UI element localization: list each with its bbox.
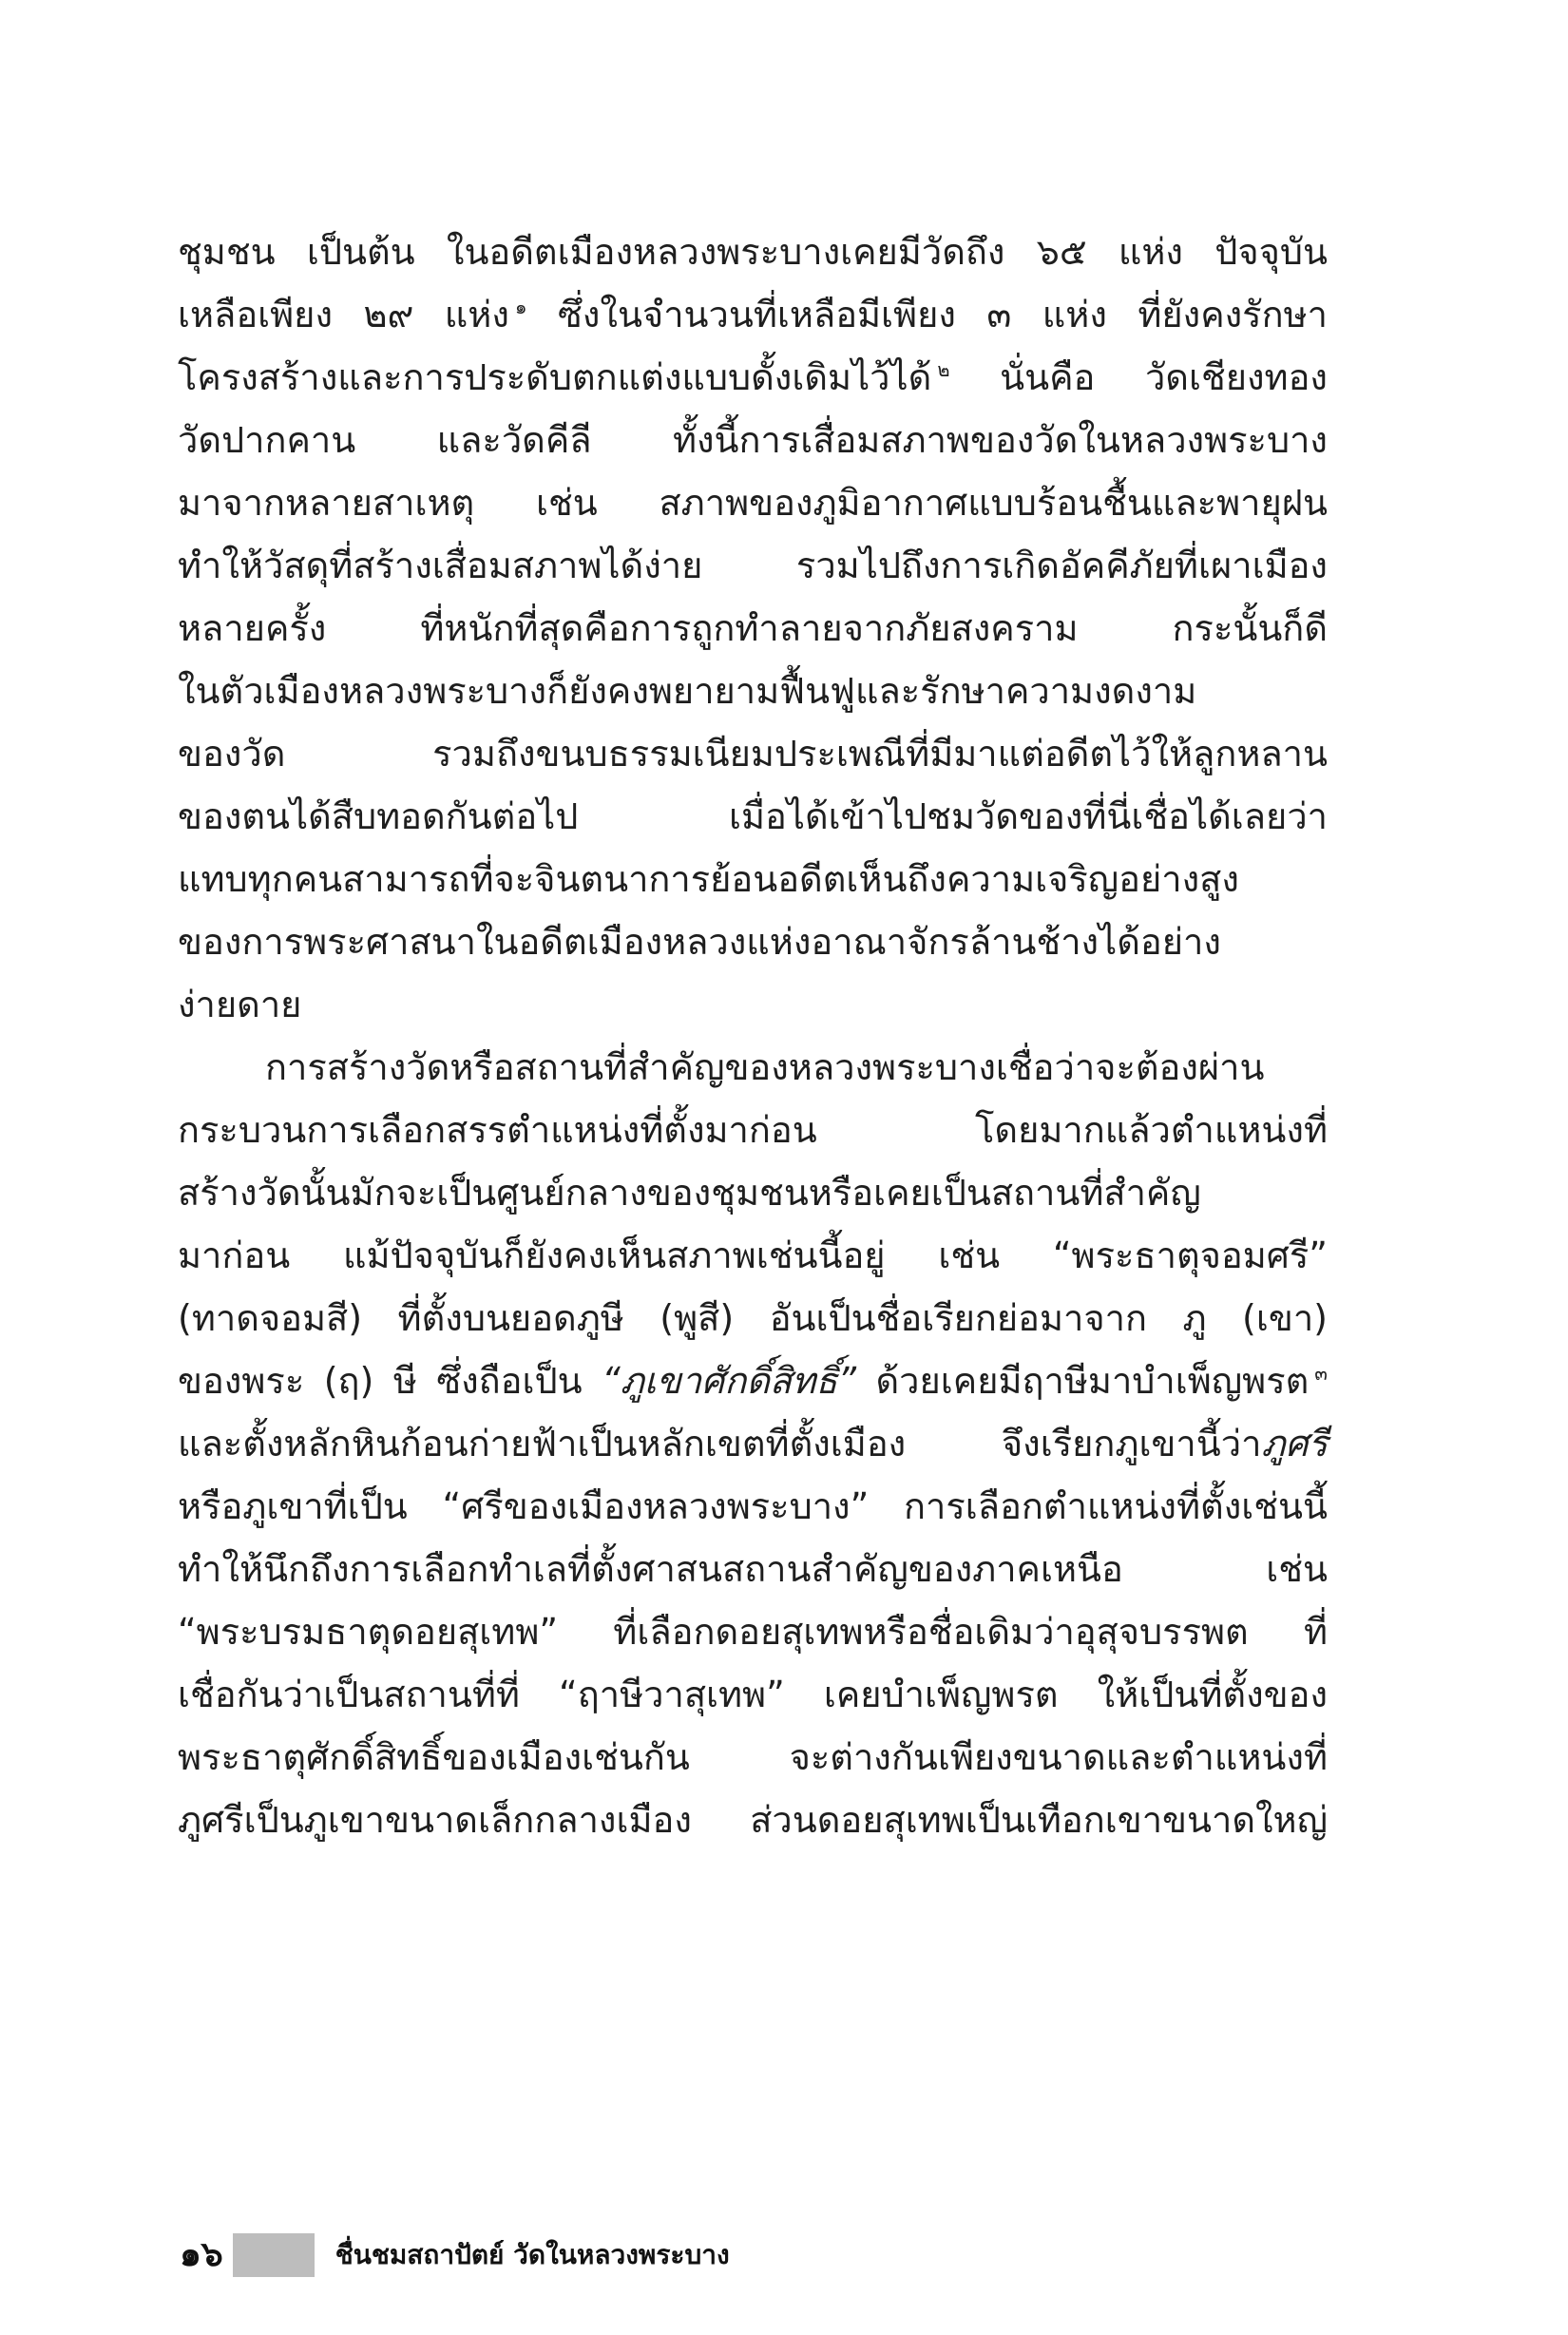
text-line: วัดปากคาน และวัดคีลี ทั้งนี้การเสื่อมสภาพของวัดในหลวงพระบาง (178, 419, 1328, 461)
text-line: ของการพระศาสนาในอดีตเมืองหลวงแห่งอาณาจักรล้านช้างได้อย่าง (178, 921, 1221, 963)
italic-term: “ภูเขาศักดิ์สิทธิ์” (602, 1360, 857, 1402)
text-line: สร้างวัดนั้นมักจะเป็นศูนย์กลางของชุมชนหรือเคยเป็นสถานที่สำคัญ (178, 1172, 1201, 1214)
footnote-mark: ๓ (1314, 1362, 1328, 1386)
text-line: ในตัวเมืองหลวงพระบางก็ยังคงพยายามฟื้นฟูและรักษาความงดงาม (178, 670, 1197, 712)
text-line: ของพระ (ฤ) ษี ซึ่งถือเป็น “ภูเขาศักดิ์สิทธิ์” ด้วยเคยมีฤาษีมาบำเพ็ญพรต $^๓$ (178, 1360, 1328, 1402)
text-line: ง่ายดาย (178, 984, 302, 1025)
text-line: แทบทุกคนสามารถที่จะจินตนาการย้อนอดีตเห็นถึงความเจริญอย่างสูง (178, 858, 1239, 900)
text-line: ทำให้วัสดุที่สร้างเสื่อมสภาพได้ง่าย รวมไปถึงการเกิดอัคคีภัยที่เผาเมือง (178, 545, 1328, 586)
page-number-bar (233, 2233, 315, 2277)
text-line: หลายครั้ง ที่หนักที่สุดคือการถูกทำลายจากภัยสงคราม กระนั้นก็ดี (178, 607, 1328, 649)
footnote-mark: ๒ (937, 358, 950, 382)
text-line: ทำให้นึกถึงการเลือกทำเลที่ตั้งศาสนสถานสำคัญของภาคเหนือ เช่น (178, 1548, 1328, 1590)
page-number: ๑๖ (178, 2233, 229, 2277)
text-line: เชื่อกันว่าเป็นสถานที่ที่ “ฤาษีวาสุเทพ” เคยบำเพ็ญพรต ให้เป็นที่ตั้งของ (178, 1674, 1328, 1715)
text-line: ภูศรีเป็นภูเขาขนาดเล็กกลางเมือง ส่วนดอยสุเทพเป็นเทือกเขาขนาดใหญ่ (178, 1799, 1328, 1841)
italic-term: ภูศรี (1261, 1423, 1328, 1464)
page-number-box (178, 2233, 315, 2277)
text-line: มาจากหลายสาเหตุ เช่น สภาพของภูมิอากาศแบบร้อนชื้นและพายุฝน (178, 482, 1328, 524)
text-line: โครงสร้างและการประดับตกแต่งแบบดั้งเดิมไว้ได้ $^๒$ นั่นคือ วัดเชียงทอง (178, 356, 1328, 398)
text-line: มาก่อน แม้ปัจจุบันก็ยังคงเห็นสภาพเช่นนี้อยู่ เช่น “พระธาตุจอมศรี” (178, 1234, 1328, 1276)
running-title: ชื่นชมสถาปัตย์ วัดในหลวงพระบาง (335, 2239, 730, 2270)
page-footer (178, 2233, 730, 2277)
text-line: ของวัด รวมถึงขนบธรรมเนียมประเพณีที่มีมาแต่อดีตไว้ให้ลูกหลาน (178, 733, 1328, 775)
text-line: ชุมชน เป็นต้น ในอดีตเมืองหลวงพระบางเคยมีวัดถึง ๖๕ แห่ง ปัจจุบัน (178, 231, 1328, 273)
text-line: กระบวนการเลือกสรรตำแหน่งที่ตั้งมาก่อน โดยมากแล้วตำแหน่งที่ (178, 1109, 1328, 1151)
text-line: หรือภูเขาที่เป็น “ศรีของเมืองหลวงพระบาง” การเลือกตำแหน่งที่ตั้งเช่นนี้ (178, 1485, 1328, 1527)
text-line: เหลือเพียง ๒๙ แห่ง $^๑$ ซึ่งในจำนวนที่เหลือมีเพียง ๓ แห่ง ที่ยังคงรักษา (178, 294, 1328, 335)
text-line: พระธาตุศักดิ์สิทธิ์ของเมืองเช่นกัน จะต่างกันเพียงขนาดและตำแหน่งที่ (178, 1736, 1328, 1778)
text-line: และตั้งหลักหินก้อนก่ายฟ้าเป็นหลักเขตที่ตั้งเมือง จึงเรียกภูเขานี้ว่าภูศรี (178, 1423, 1328, 1464)
text-line: “พระบรมธาตุดอยสุเทพ” ที่เลือกดอยสุเทพหรือชื่อเดิมว่าอุสุจบรรพต ที่ (178, 1611, 1328, 1653)
text-line: ของตนได้สืบทอดกันต่อไป เมื่อได้เข้าไปชมวัดของที่นี่เชื่อได้เลยว่า (178, 795, 1328, 837)
paragraph-first-line: การสร้างวัดหรือสถานที่สำคัญของหลวงพระบางเชื่อว่าจะต้องผ่าน (265, 1046, 1265, 1088)
text-line: (ทาดจอมสี) ที่ตั้งบนยอดภูษี (พูสี) อันเป็นชื่อเรียกย่อมาจาก ภู (เขา) (178, 1297, 1328, 1339)
footnote-mark: ๑ (514, 296, 527, 319)
